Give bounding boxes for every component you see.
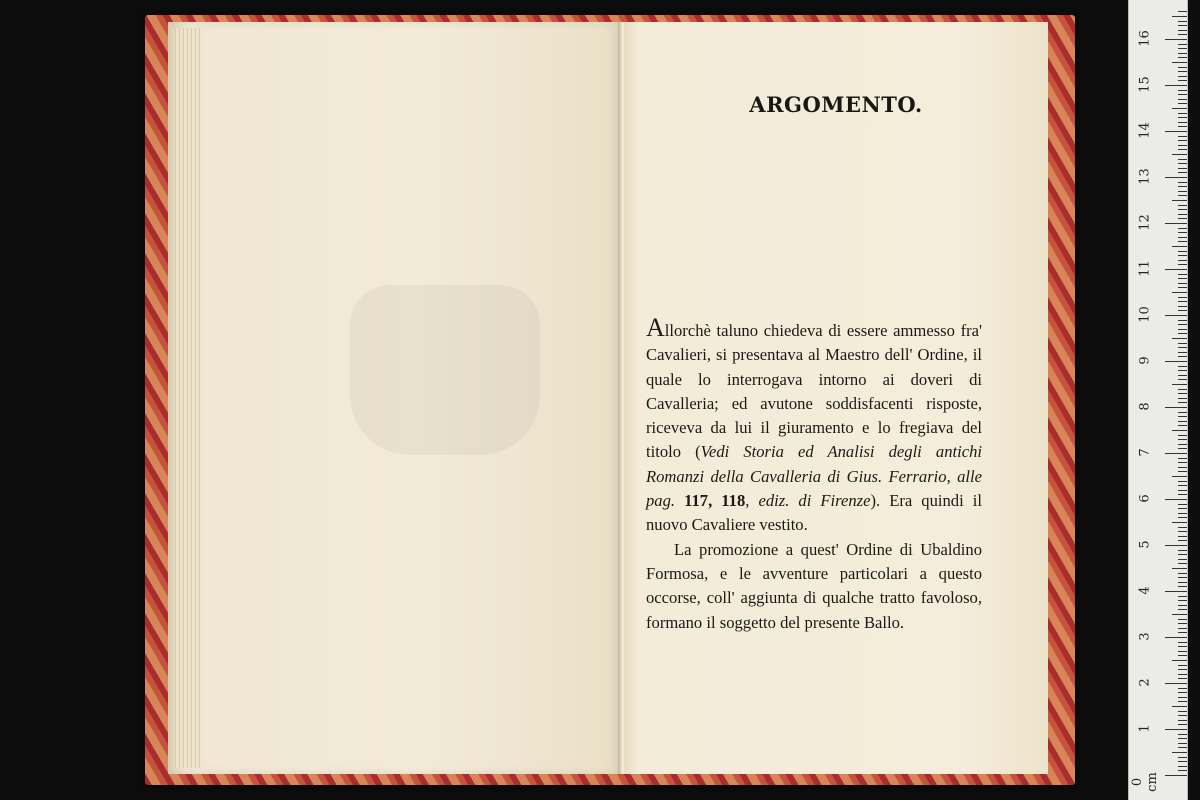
ruler-tick [1178, 310, 1187, 311]
ruler-tick [1178, 71, 1187, 72]
ruler-label: 8 [1137, 402, 1153, 411]
ruler-tick [1165, 637, 1187, 638]
ruler-tick [1178, 761, 1187, 762]
ruler-tick [1178, 494, 1187, 495]
ruler-tick [1178, 264, 1187, 265]
ruler-tick [1178, 508, 1187, 509]
ruler-tick [1178, 692, 1187, 693]
ruler-tick [1178, 122, 1187, 123]
ruler-tick [1178, 228, 1187, 229]
ruler-tick [1178, 90, 1187, 91]
ruler-tick [1178, 531, 1187, 532]
ruler-tick [1178, 333, 1187, 334]
ruler-tick [1165, 545, 1187, 546]
ruler-tick [1178, 11, 1187, 12]
ruler-tick [1172, 476, 1187, 477]
ruler-tick [1178, 563, 1187, 564]
ruler-tick [1178, 766, 1187, 767]
ruler-label: 3 [1137, 632, 1153, 641]
ruler-tick [1178, 674, 1187, 675]
ruler-tick [1178, 34, 1187, 35]
ruler-tick [1172, 16, 1187, 17]
ruler-tick [1172, 660, 1187, 661]
ruler-tick [1178, 747, 1187, 748]
ruler-tick [1178, 260, 1187, 261]
ruler-tick [1178, 439, 1187, 440]
ruler-tick [1178, 113, 1187, 114]
ruler-tick [1178, 278, 1187, 279]
bleed-through-monogram [350, 285, 540, 455]
ruler-tick [1178, 347, 1187, 348]
ruler-tick [1178, 504, 1187, 505]
ruler-tick [1165, 683, 1187, 684]
ruler-tick [1172, 154, 1187, 155]
ruler-tick [1178, 458, 1187, 459]
ruler-tick [1178, 554, 1187, 555]
ruler-tick [1178, 651, 1187, 652]
ruler-tick [1172, 200, 1187, 201]
ruler-tick [1172, 108, 1187, 109]
ruler-tick [1172, 430, 1187, 431]
ruler-label: 15 [1137, 76, 1153, 93]
ruler-tick [1178, 577, 1187, 578]
ruler-tick [1165, 499, 1187, 500]
ruler-tick [1178, 209, 1187, 210]
ruler-tick [1178, 757, 1187, 758]
ruler-tick [1178, 421, 1187, 422]
ruler-tick [1165, 177, 1187, 178]
ruler-tick [1178, 67, 1187, 68]
ruler-label: 16 [1137, 30, 1153, 47]
ruler-tick [1178, 99, 1187, 100]
ruler-label: 0 cm [1130, 772, 1160, 792]
ruler-tick [1178, 53, 1187, 54]
ruler-tick [1178, 379, 1187, 380]
ruler-tick [1165, 361, 1187, 362]
ruler-tick [1178, 375, 1187, 376]
ruler-tick [1172, 522, 1187, 523]
ruler-tick [1165, 453, 1187, 454]
ruler-tick [1172, 338, 1187, 339]
ruler-tick [1178, 389, 1187, 390]
ruler-tick [1172, 752, 1187, 753]
ruler-tick [1178, 586, 1187, 587]
ruler-label: 13 [1137, 168, 1153, 185]
ruler-tick [1178, 697, 1187, 698]
ruler-tick [1178, 205, 1187, 206]
ruler-tick [1178, 21, 1187, 22]
ruler-tick [1178, 145, 1187, 146]
ruler-tick [1178, 619, 1187, 620]
ruler-tick [1178, 402, 1187, 403]
paragraph-1-end: ). Era quindi il nuovo Cavaliere vestito. [646, 491, 983, 535]
ruler-tick [1178, 596, 1187, 597]
ruler-tick [1178, 734, 1187, 735]
ruler-tick [1178, 103, 1187, 104]
ruler-tick [1178, 237, 1187, 238]
ruler-tick [1178, 80, 1187, 81]
ruler-tick [1178, 536, 1187, 537]
ruler-tick [1172, 568, 1187, 569]
argument-text [646, 313, 983, 635]
ruler-tick [1178, 646, 1187, 647]
ruler-tick [1178, 214, 1187, 215]
ruler-tick [1178, 352, 1187, 353]
ruler-tick [1178, 559, 1187, 560]
ruler-tick [1178, 540, 1187, 541]
ruler-tick [1178, 573, 1187, 574]
ruler-label: 5 [1137, 540, 1153, 549]
ruler-tick [1178, 720, 1187, 721]
page-edges [174, 28, 202, 768]
ruler-tick [1178, 136, 1187, 137]
ruler-tick [1165, 407, 1187, 408]
ruler-tick [1178, 490, 1187, 491]
ruler-tick [1178, 412, 1187, 413]
ruler-tick [1178, 140, 1187, 141]
ruler-tick [1178, 632, 1187, 633]
ruler-tick [1178, 182, 1187, 183]
ruler-tick [1178, 517, 1187, 518]
ruler-tick [1178, 448, 1187, 449]
ruler-tick [1178, 163, 1187, 164]
ruler-tick [1178, 287, 1187, 288]
ruler-tick [1178, 195, 1187, 196]
ruler-tick [1178, 255, 1187, 256]
ruler-tick [1178, 76, 1187, 77]
ruler-tick [1178, 324, 1187, 325]
ruler-tick [1178, 655, 1187, 656]
ruler-tick [1165, 39, 1187, 40]
ruler-tick [1178, 25, 1187, 26]
ruler-label: 12 [1137, 214, 1153, 231]
ruler-tick [1178, 600, 1187, 601]
ruler-tick [1178, 688, 1187, 689]
paragraph-1 [646, 313, 983, 538]
ruler-tick [1178, 44, 1187, 45]
drop-cap: A [646, 313, 665, 342]
ruler-tick [1165, 223, 1187, 224]
page-title: ARGOMENTO. [749, 92, 923, 117]
ruler-tick [1165, 729, 1187, 730]
ruler-tick [1178, 462, 1187, 463]
ruler-tick [1178, 232, 1187, 233]
ruler-tick [1178, 582, 1187, 583]
ruler-tick [1178, 168, 1187, 169]
paragraph-2: La promozione a quest' Ordine di Ubaldino Formosa, e le avventure particolari a questo occorse, coll' aggiunta di qualche tratto favoloso, formano il soggetto del presente Ballo. [646, 539, 982, 632]
ruler-tick [1178, 320, 1187, 321]
ruler-tick [1172, 706, 1187, 707]
ruler-tick [1178, 241, 1187, 242]
ruler-tick [1178, 251, 1187, 252]
ruler-tick [1178, 306, 1187, 307]
ruler-tick [1178, 623, 1187, 624]
ruler-tick [1178, 126, 1187, 127]
ruler-tick [1178, 481, 1187, 482]
ruler-tick [1172, 614, 1187, 615]
ruler-tick [1178, 550, 1187, 551]
ruler-tick [1178, 435, 1187, 436]
ruler-tick [1178, 366, 1187, 367]
ruler-tick [1178, 297, 1187, 298]
ruler-tick [1178, 186, 1187, 187]
ruler-tick [1178, 343, 1187, 344]
ruler-tick [1178, 283, 1187, 284]
reference-pages: 117, 118 [684, 491, 746, 511]
ruler-tick [1178, 218, 1187, 219]
ruler-tick [1178, 701, 1187, 702]
ruler-tick [1165, 269, 1187, 270]
ruler-tick [1178, 715, 1187, 716]
ruler-tick [1178, 444, 1187, 445]
ruler-tick [1165, 131, 1187, 132]
ruler-tick [1178, 527, 1187, 528]
ruler-tick [1178, 117, 1187, 118]
ruler-label: 4 [1137, 586, 1153, 595]
ruler-tick [1178, 191, 1187, 192]
ruler-tick [1172, 62, 1187, 63]
ruler-tick [1172, 246, 1187, 247]
ruler-label: 1 [1137, 724, 1153, 733]
ruler-tick [1178, 172, 1187, 173]
ruler-tick [1178, 642, 1187, 643]
ruler-tick [1178, 628, 1187, 629]
ruler-tick [1178, 159, 1187, 160]
ruler-tick [1178, 605, 1187, 606]
reference-edition: , ediz. di Firenze [745, 491, 871, 511]
ruler-tick [1165, 775, 1187, 776]
ruler-tick [1178, 416, 1187, 417]
ruler-tick [1172, 384, 1187, 385]
ruler-tick [1178, 425, 1187, 426]
paragraph-1-text: llorchè taluno chiedeva di essere ammesso fra' Cavalieri, si presentava al Maestro dell' Ordine, il quale lo interrogava intorno ai doveri di Cavalleria; ed avutone soddisfacenti risposte, riceveva da lui il giuramento e lo fregiava del titolo ( [646, 321, 982, 462]
ruler-label: 2 [1137, 678, 1153, 687]
ruler-label: 7 [1137, 448, 1153, 457]
ruler-tick [1178, 57, 1187, 58]
ruler-tick [1165, 85, 1187, 86]
ruler-label: 10 [1137, 306, 1153, 323]
ruler-label: 11 [1137, 260, 1153, 277]
ruler-tick [1165, 315, 1187, 316]
ruler-tick [1178, 329, 1187, 330]
ruler-label: 9 [1137, 356, 1153, 365]
ruler-tick [1178, 398, 1187, 399]
ruler-tick [1178, 724, 1187, 725]
ruler-tick [1178, 513, 1187, 514]
ruler-tick [1178, 149, 1187, 150]
ruler-tick [1172, 292, 1187, 293]
ruler-tick [1178, 711, 1187, 712]
ruler-label: 14 [1137, 122, 1153, 139]
ruler-tick [1178, 274, 1187, 275]
ruler-tick [1178, 356, 1187, 357]
ruler-tick [1178, 370, 1187, 371]
ruler-tick [1178, 471, 1187, 472]
ruler-tick [1178, 770, 1187, 771]
ruler-tick [1178, 393, 1187, 394]
ruler-tick [1178, 738, 1187, 739]
ruler-tick [1178, 301, 1187, 302]
ruler-tick [1178, 48, 1187, 49]
ruler-label: 6 [1137, 494, 1153, 503]
ruler-tick [1178, 665, 1187, 666]
ruler-tick [1178, 94, 1187, 95]
ruler-tick [1178, 467, 1187, 468]
ruler-tick [1165, 591, 1187, 592]
ruler-tick [1178, 678, 1187, 679]
ruler-tick [1178, 609, 1187, 610]
ruler-tick [1178, 30, 1187, 31]
ruler-tick [1178, 485, 1187, 486]
ruler-tick [1178, 743, 1187, 744]
measuring-ruler [1128, 0, 1188, 800]
ruler-tick [1178, 669, 1187, 670]
reference-citation: Vedi Storia ed Analisi degli antichi Romanzi della Cavalleria di Gius. Ferrario, alle pag. [646, 442, 982, 511]
